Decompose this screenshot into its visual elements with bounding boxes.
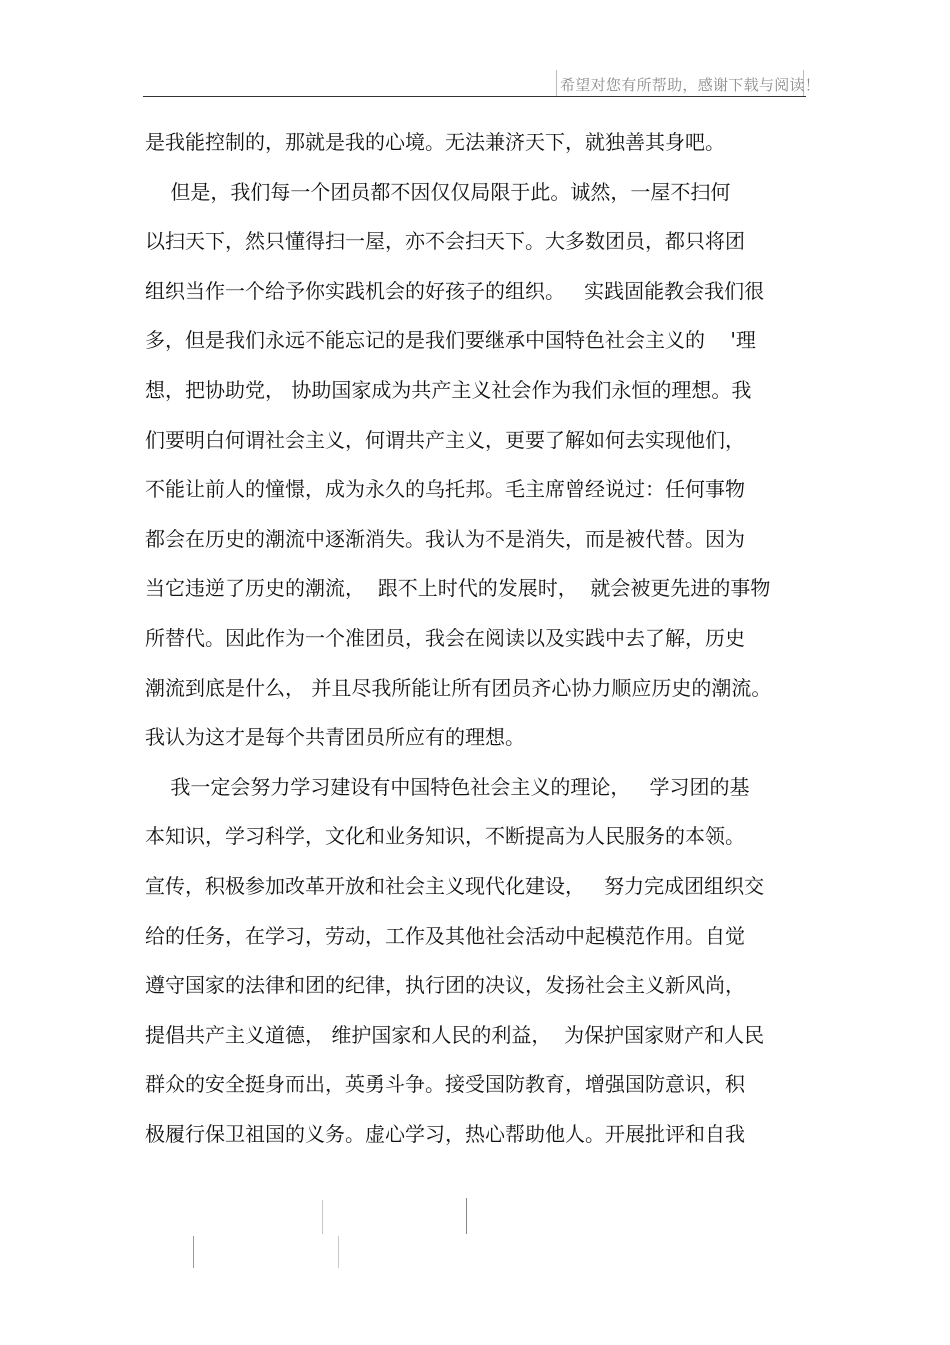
page-fragment-mark bbox=[322, 1200, 323, 1234]
page-fragment-mark bbox=[466, 1198, 467, 1234]
body-text bbox=[145, 124, 815, 1165]
text-line: 不能让前人的憧憬，成为永久的乌托邦。毛主席曾经说过：任何事物 bbox=[145, 477, 745, 502]
text-line: 极履行保卫祖国的义务。虚心学习，热心帮助他人。开展批评和自我 bbox=[145, 1121, 745, 1146]
text-line: 潮流到底是什么， 并且尽我所能让所有团员齐心协力顺应历史的潮流。 bbox=[145, 675, 772, 700]
text-line: 本知识，学习科学，文化和业务知识，不断提高为人民服务的本领。 bbox=[145, 824, 745, 849]
text-line: 们要明白何谓社会主义，何谓共产主义，更要了解如何去实现他们， bbox=[145, 427, 745, 452]
text-line: 我一定会努力学习建设有中国特色社会主义的理论， 学习团的基 bbox=[145, 774, 750, 799]
text-line: 多，但是我们永远不能忘记的是我们要继承中国特色社会主义的 '理 bbox=[145, 328, 756, 353]
text-line: 都会在历史的潮流中逐渐消失。我认为不是消失，而是被代替。因为 bbox=[145, 526, 745, 551]
text-line: 宣传，积极参加改革开放和社会主义现代化建设， 努力完成团组织交 bbox=[145, 873, 765, 898]
text-line: 所替代。因此作为一个准团员，我会在阅读以及实践中去了解，历史 bbox=[145, 625, 745, 650]
text-line: 提倡共产主义道德， 维护国家和人民的利益， 为保护国家财产和人民 bbox=[145, 1022, 765, 1047]
text-line: 想，把协助党， 协助国家成为共产主义社会作为我们永恒的理想。我 bbox=[145, 377, 752, 402]
header-divider bbox=[143, 96, 806, 97]
page-fragment-mark bbox=[338, 1236, 339, 1268]
text-line: 但是，我们每一个团员都不因仅仅局限于此。诚然，一屋不扫何 bbox=[145, 179, 731, 204]
text-line: 遵守国家的法律和团的纪律，执行团的决议，发扬社会主义新风尚， bbox=[145, 973, 745, 998]
text-line: 当它违逆了历史的潮流， 跟不上时代的发展时， 就会被更先进的事物 bbox=[145, 576, 771, 601]
header-note: 希望对您有所帮助，感谢下载与阅读！ bbox=[560, 76, 821, 94]
text-line: 群众的安全挺身而出，英勇斗争。接受国防教育，增强国防意识，积 bbox=[145, 1072, 745, 1097]
text-line: 组织当作一个给予你实践机会的好孩子的组织。 实践固能教会我们很 bbox=[145, 278, 765, 303]
page-fragment-mark bbox=[193, 1236, 194, 1268]
text-line: 给的任务，在学习，劳动，工作及其他社会活动中起模范作用。自觉 bbox=[145, 923, 745, 948]
text-line: 是我能控制的，那就是我的心境。无法兼济天下，就独善其身吧。 bbox=[145, 130, 725, 154]
text-line: 我认为这才是每个共青团员所应有的理想。 bbox=[145, 725, 525, 750]
text-line: 以扫天下，然只懂得扫一屋，亦不会扫天下。大多数团员，都只将团 bbox=[145, 229, 745, 254]
